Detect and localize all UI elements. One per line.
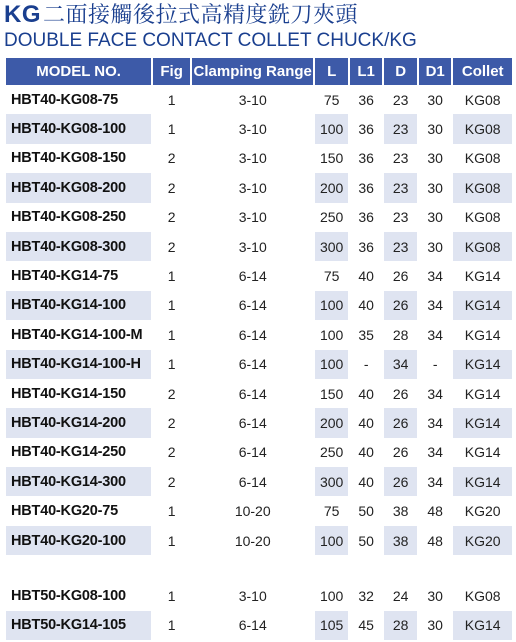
cell-l1: 40 xyxy=(358,414,374,431)
cell-collet: KG14 xyxy=(464,268,501,285)
cell-fig: 2 xyxy=(167,473,176,490)
cell-fig: 1 xyxy=(167,356,176,373)
cell-d: 26 xyxy=(384,467,417,496)
cell-d: 38 xyxy=(384,526,417,555)
cell-l: 250 xyxy=(319,209,344,226)
cell-range: 6-14 xyxy=(238,414,267,431)
cell-l: 100 xyxy=(315,350,348,379)
cell-l: 75 xyxy=(323,503,340,520)
cell-model: HBT50-KG08-100 xyxy=(11,587,126,604)
table-row xyxy=(6,85,512,114)
cell-model: HBT40-KG08-150 xyxy=(11,150,126,167)
cell-fig: 1 xyxy=(167,617,176,634)
title-chinese-text: 二面接觸後拉式高精度銑刀夾頭 xyxy=(43,2,359,27)
cell-l: 300 xyxy=(315,467,348,496)
table-row xyxy=(6,379,512,408)
column-header: Clamping Range xyxy=(192,58,313,85)
cell-model: HBT40-KG08-75 xyxy=(11,91,118,108)
cell-collet: KG08 xyxy=(464,91,501,108)
cell-fig: 1 xyxy=(167,326,176,343)
table-row xyxy=(6,261,512,290)
cell-d: 26 xyxy=(392,385,409,402)
cell-range: 3-10 xyxy=(238,209,267,226)
cell-range: 6-14 xyxy=(238,268,267,285)
cell-model: HBT40-KG08-250 xyxy=(11,209,126,226)
cell-d1: 34 xyxy=(427,268,443,285)
cell-l: 100 xyxy=(315,526,348,555)
cell-collet: KG14 xyxy=(464,385,501,402)
cell-range: 6-14 xyxy=(238,297,267,314)
table-row xyxy=(6,581,512,610)
cell-model: HBT40-KG20-75 xyxy=(11,503,118,520)
cell-range: 6-14 xyxy=(238,444,267,461)
table-row xyxy=(6,114,512,143)
table-row xyxy=(6,408,512,437)
cell-range: 10-20 xyxy=(234,532,271,549)
table-row xyxy=(6,467,512,496)
cell-d: 23 xyxy=(384,114,417,143)
cell-l1: 40 xyxy=(358,268,374,285)
cell-collet: KG08 xyxy=(453,232,512,261)
cell-l1: 35 xyxy=(358,326,374,343)
cell-l: 75 xyxy=(323,91,340,108)
table-row xyxy=(6,496,512,525)
cell-collet: KG08 xyxy=(464,587,501,604)
cell-d1: - xyxy=(432,356,438,373)
cell-l1: 50 xyxy=(358,532,374,549)
cell-collet: KG20 xyxy=(464,503,501,520)
cell-l1: 36 xyxy=(358,121,374,138)
cell-range: 10-20 xyxy=(234,503,271,520)
cell-model: HBT40-KG14-250 xyxy=(11,444,126,461)
table-row xyxy=(6,320,512,349)
table-row xyxy=(6,144,512,173)
cell-collet: KG14 xyxy=(464,326,501,343)
cell-d1: 30 xyxy=(427,617,443,634)
cell-model: HBT40-KG14-100-M xyxy=(11,326,143,343)
cell-l: 100 xyxy=(315,114,348,143)
cell-d1: 30 xyxy=(427,209,443,226)
cell-l: 100 xyxy=(319,326,344,343)
cell-range: 6-14 xyxy=(238,473,267,490)
cell-model: HBT40-KG14-75 xyxy=(11,268,118,285)
cell-collet: KG08 xyxy=(453,114,512,143)
cell-range: 6-14 xyxy=(238,356,267,373)
column-header: L1 xyxy=(350,58,383,85)
cell-d: 23 xyxy=(392,150,409,167)
title-prefix: KG xyxy=(4,1,41,28)
cell-d1: 30 xyxy=(427,179,443,196)
cell-range: 3-10 xyxy=(238,91,267,108)
cell-l1: 40 xyxy=(358,473,374,490)
cell-fig: 2 xyxy=(167,179,176,196)
cell-l1: 36 xyxy=(358,91,374,108)
column-header: Collet xyxy=(453,58,512,85)
cell-fig: 1 xyxy=(167,121,176,138)
cell-model: HBT50-KG14-105 xyxy=(6,611,151,640)
cell-collet: KG14 xyxy=(453,467,512,496)
table-row xyxy=(6,350,512,379)
cell-model: HBT40-KG14-100-H xyxy=(6,350,151,379)
cell-fig: 1 xyxy=(167,587,176,604)
table-row xyxy=(6,291,512,320)
cell-fig: 2 xyxy=(167,414,176,431)
cell-l: 200 xyxy=(315,408,348,437)
cell-d: 28 xyxy=(392,326,409,343)
cell-d1: 34 xyxy=(427,326,443,343)
cell-collet: KG14 xyxy=(453,408,512,437)
column-header: D1 xyxy=(419,58,452,85)
cell-d: 28 xyxy=(384,611,417,640)
cell-l1: 32 xyxy=(358,587,374,604)
cell-d: 23 xyxy=(392,209,409,226)
cell-fig: 1 xyxy=(167,268,176,285)
cell-collet: KG14 xyxy=(453,291,512,320)
cell-d1: 48 xyxy=(427,532,443,549)
cell-collet: KG08 xyxy=(464,209,501,226)
cell-model: HBT40-KG14-100 xyxy=(6,291,151,320)
cell-fig: 2 xyxy=(167,209,176,226)
cell-collet: KG14 xyxy=(453,611,512,640)
cell-d: 26 xyxy=(384,408,417,437)
column-header: Fig xyxy=(153,58,190,85)
cell-l1: 36 xyxy=(358,150,374,167)
cell-d: 26 xyxy=(392,444,409,461)
cell-l: 100 xyxy=(315,291,348,320)
table-spacer-row xyxy=(6,555,512,581)
cell-fig: 1 xyxy=(167,503,176,520)
cell-range: 3-10 xyxy=(238,587,267,604)
table-row xyxy=(6,203,512,232)
table-row xyxy=(6,611,512,640)
cell-l1: 45 xyxy=(358,617,374,634)
cell-l: 150 xyxy=(319,150,344,167)
cell-range: 3-10 xyxy=(238,121,267,138)
cell-model: HBT40-KG08-300 xyxy=(6,232,151,261)
cell-l1: 40 xyxy=(358,444,374,461)
cell-l1: 36 xyxy=(358,209,374,226)
cell-model: HBT40-KG08-100 xyxy=(6,114,151,143)
cell-l: 200 xyxy=(315,173,348,202)
cell-collet: KG20 xyxy=(453,526,512,555)
cell-model: HBT40-KG14-300 xyxy=(6,467,151,496)
table-header-row xyxy=(6,58,512,85)
table-row xyxy=(6,526,512,555)
cell-model: HBT40-KG14-150 xyxy=(11,385,126,402)
cell-d1: 30 xyxy=(427,91,443,108)
cell-collet: KG14 xyxy=(464,444,501,461)
cell-l1: 36 xyxy=(358,238,374,255)
cell-d1: 34 xyxy=(427,414,443,431)
cell-model: HBT40-KG14-200 xyxy=(6,408,151,437)
cell-collet: KG08 xyxy=(464,150,501,167)
cell-fig: 1 xyxy=(167,91,176,108)
cell-fig: 2 xyxy=(167,385,176,402)
cell-l1: 50 xyxy=(358,503,374,520)
cell-d: 26 xyxy=(392,268,409,285)
cell-range: 3-10 xyxy=(238,150,267,167)
page-title-english: DOUBLE FACE CONTACT COLLET CHUCK/KG xyxy=(4,30,417,51)
table-row xyxy=(6,173,512,202)
cell-l: 100 xyxy=(319,587,344,604)
cell-l1: 40 xyxy=(358,385,374,402)
cell-l1: 40 xyxy=(358,297,374,314)
column-header: L xyxy=(315,58,348,85)
cell-d1: 30 xyxy=(427,150,443,167)
cell-model: HBT40-KG08-200 xyxy=(6,173,151,202)
cell-fig: 2 xyxy=(167,444,176,461)
cell-d: 24 xyxy=(392,587,409,604)
cell-range: 3-10 xyxy=(238,238,267,255)
cell-d1: 48 xyxy=(427,503,443,520)
cell-l: 150 xyxy=(319,385,344,402)
cell-range: 6-14 xyxy=(238,385,267,402)
cell-d1: 34 xyxy=(427,385,443,402)
column-header: D xyxy=(384,58,417,85)
cell-d1: 34 xyxy=(427,473,443,490)
cell-range: 3-10 xyxy=(238,179,267,196)
cell-l: 75 xyxy=(323,268,340,285)
cell-range: 6-14 xyxy=(238,617,267,634)
cell-l: 105 xyxy=(315,611,348,640)
column-header: MODEL NO. xyxy=(6,58,151,85)
cell-d: 38 xyxy=(392,503,409,520)
cell-collet: KG08 xyxy=(453,173,512,202)
cell-d1: 30 xyxy=(427,238,443,255)
cell-fig: 1 xyxy=(167,532,176,549)
spec-table xyxy=(4,58,514,640)
cell-l: 300 xyxy=(315,232,348,261)
cell-l: 250 xyxy=(319,444,344,461)
table-body xyxy=(6,85,512,640)
cell-fig: 2 xyxy=(167,150,176,167)
cell-d1: 30 xyxy=(427,121,443,138)
table-row xyxy=(6,438,512,467)
cell-model: HBT40-KG20-100 xyxy=(6,526,151,555)
cell-d: 34 xyxy=(384,350,417,379)
cell-l1: - xyxy=(363,356,369,373)
cell-l1: 36 xyxy=(358,179,374,196)
cell-range: 6-14 xyxy=(238,326,267,343)
cell-d1: 34 xyxy=(427,297,443,314)
table-row xyxy=(6,232,512,261)
cell-d: 26 xyxy=(384,291,417,320)
cell-collet: KG14 xyxy=(453,350,512,379)
cell-fig: 1 xyxy=(167,297,176,314)
cell-fig: 2 xyxy=(167,238,176,255)
page-title-chinese xyxy=(4,0,358,30)
cell-d1: 34 xyxy=(427,444,443,461)
cell-d: 23 xyxy=(392,91,409,108)
cell-d: 23 xyxy=(384,232,417,261)
cell-d: 23 xyxy=(384,173,417,202)
cell-d1: 30 xyxy=(427,587,443,604)
